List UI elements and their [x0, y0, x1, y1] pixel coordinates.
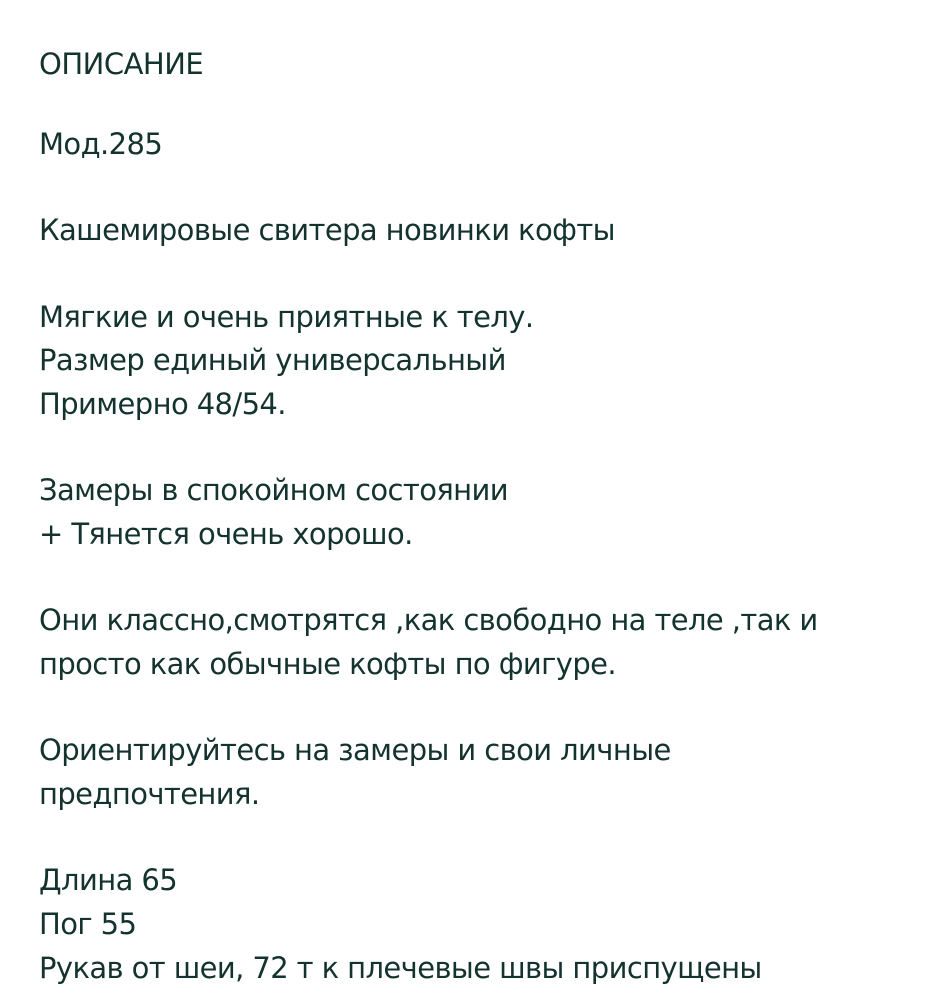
measurement-chest: Пог 55 — [39, 907, 137, 941]
measurement-length: Длина 65 — [39, 863, 178, 897]
description-line: Они классно,смотрятся ,как свободно на теле ,так и — [39, 603, 818, 637]
description-line: Мягкие и очень приятные к телу. — [39, 300, 534, 334]
description-heading: ОПИСАНИЕ — [39, 47, 204, 81]
description-line: Примерно 48/54. — [39, 387, 286, 421]
model-number: Мод.285 — [39, 127, 163, 161]
description-line: предпочтения. — [39, 777, 260, 811]
description-line: Замеры в спокойном состоянии — [39, 473, 509, 507]
description-line: + Тянется очень хорошо. — [39, 517, 413, 551]
description-line: Размер единый универсальный — [39, 343, 506, 377]
description-line: Ориентируйтесь на замеры и свои личные — [39, 733, 671, 767]
product-title: Кашемировые свитера новинки кофты — [39, 213, 615, 247]
description-line: просто как обычные кофты по фигуре. — [39, 647, 616, 681]
measurement-sleeve: Рукав от шеи, 72 т к плечевые швы приспущены — [39, 951, 762, 985]
